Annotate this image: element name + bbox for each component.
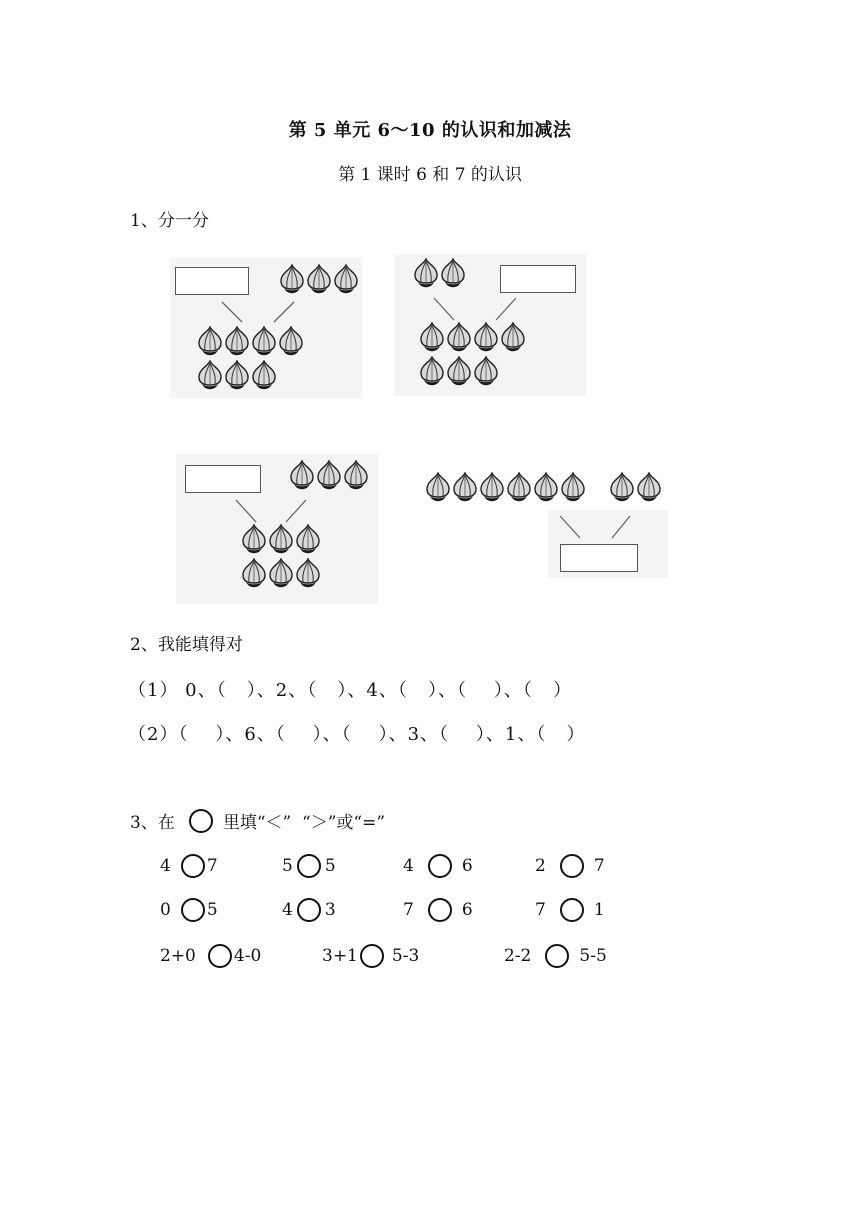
onion-icon <box>532 472 560 504</box>
compare-circle[interactable] <box>181 854 205 878</box>
compare-circle[interactable] <box>545 944 569 968</box>
lesson-subtitle: 第 1 课时 6 和 7 的认识 <box>338 165 522 185</box>
compare-right: 7 <box>593 856 605 876</box>
q3-heading-prefix: 3、在 <box>130 813 175 833</box>
q3-heading-suffix: 里填“＜” “＞”或“=” <box>222 813 386 833</box>
onion-icon <box>315 460 343 492</box>
onion-icon <box>635 472 663 504</box>
onion-icon <box>342 460 370 492</box>
compare-right: 3 <box>324 900 336 920</box>
compare-right: 5 <box>324 856 336 876</box>
compare-circle[interactable] <box>560 854 584 878</box>
split-picture-1 <box>170 258 362 398</box>
compare-right: 6 <box>461 856 473 876</box>
onion-icon <box>451 472 479 504</box>
onion-icon <box>472 356 500 388</box>
onion-icon <box>278 264 306 296</box>
split-picture-2 <box>394 254 586 396</box>
onion-icon <box>294 524 322 556</box>
compare-right: 7 <box>206 856 218 876</box>
compare-item <box>282 898 336 922</box>
compare-right: 5-5 <box>579 946 607 966</box>
onion-icon <box>559 472 587 504</box>
onion-icon <box>277 326 305 358</box>
onion-icon <box>196 360 224 392</box>
compare-left: 7 <box>403 900 414 920</box>
compare-item <box>403 898 473 922</box>
compare-circle[interactable] <box>181 898 205 922</box>
compare-left: 7 <box>535 900 546 920</box>
split-picture-4 <box>420 466 670 580</box>
compare-item <box>160 944 261 968</box>
sequence-row-2: （2）（ ）、6、（ ）、（ ）、3、（ ）、1、（ ） <box>128 724 586 745</box>
onion-icon <box>223 360 251 392</box>
compare-circle[interactable] <box>208 944 232 968</box>
onion-icon <box>250 326 278 358</box>
compare-left: 2-2 <box>504 946 532 966</box>
page-title: 第 5 单元 6～10 的认识和加减法 <box>288 120 572 141</box>
onion-icon <box>250 360 278 392</box>
onion-icon <box>445 356 473 388</box>
onion-icon <box>478 472 506 504</box>
onion-icon <box>288 460 316 492</box>
circle-blank-icon <box>189 809 213 833</box>
compare-left: 2 <box>535 856 546 876</box>
onion-icon <box>505 472 533 504</box>
onion-icon <box>332 264 360 296</box>
onion-icon <box>305 264 333 296</box>
q2-heading: 2、我能填得对 <box>130 635 243 655</box>
compare-circle[interactable] <box>560 898 584 922</box>
compare-circle[interactable] <box>360 944 384 968</box>
compare-left: 2+0 <box>160 946 196 966</box>
split-picture-3 <box>176 454 378 604</box>
compare-item <box>160 898 218 922</box>
compare-right: 6 <box>461 900 473 920</box>
compare-circle[interactable] <box>297 898 321 922</box>
compare-item <box>322 944 419 968</box>
onion-icon <box>472 322 500 354</box>
onion-icon <box>445 322 473 354</box>
compare-left: 5 <box>282 856 293 876</box>
compare-left: 4 <box>282 900 293 920</box>
onion-icon <box>412 258 440 290</box>
onion-icon <box>196 326 224 358</box>
compare-item <box>535 854 605 878</box>
onion-icon <box>240 524 268 556</box>
compare-right: 5-3 <box>391 946 420 966</box>
compare-right: 1 <box>593 900 605 920</box>
onion-icon <box>240 558 268 590</box>
onion-icon <box>267 558 295 590</box>
compare-item <box>535 898 605 922</box>
compare-circle[interactable] <box>428 854 452 878</box>
sequence-row-1: （1） 0、（ ）、2、（ ）、4、（ ）、（ ）、（ ） <box>128 680 573 701</box>
compare-left: 4 <box>403 856 414 876</box>
compare-left: 4 <box>160 856 171 876</box>
q1-heading: 1、分一分 <box>130 211 209 231</box>
compare-item <box>160 854 218 878</box>
q3-heading <box>130 808 385 833</box>
onion-icon <box>608 472 636 504</box>
onion-icon <box>418 356 446 388</box>
compare-item <box>282 854 336 878</box>
compare-item <box>504 944 607 968</box>
onion-icon <box>267 524 295 556</box>
compare-left: 0 <box>160 900 171 920</box>
onion-icon <box>418 322 446 354</box>
compare-circle[interactable] <box>428 898 452 922</box>
onion-icon <box>223 326 251 358</box>
onion-icon <box>499 322 527 354</box>
compare-circle[interactable] <box>297 854 321 878</box>
compare-right: 4-0 <box>233 946 262 966</box>
compare-item <box>403 854 473 878</box>
onion-icon <box>294 558 322 590</box>
onion-icon <box>424 472 452 504</box>
onion-icon <box>439 258 467 290</box>
compare-right: 5 <box>206 900 218 920</box>
compare-left: 3+1 <box>322 946 358 966</box>
